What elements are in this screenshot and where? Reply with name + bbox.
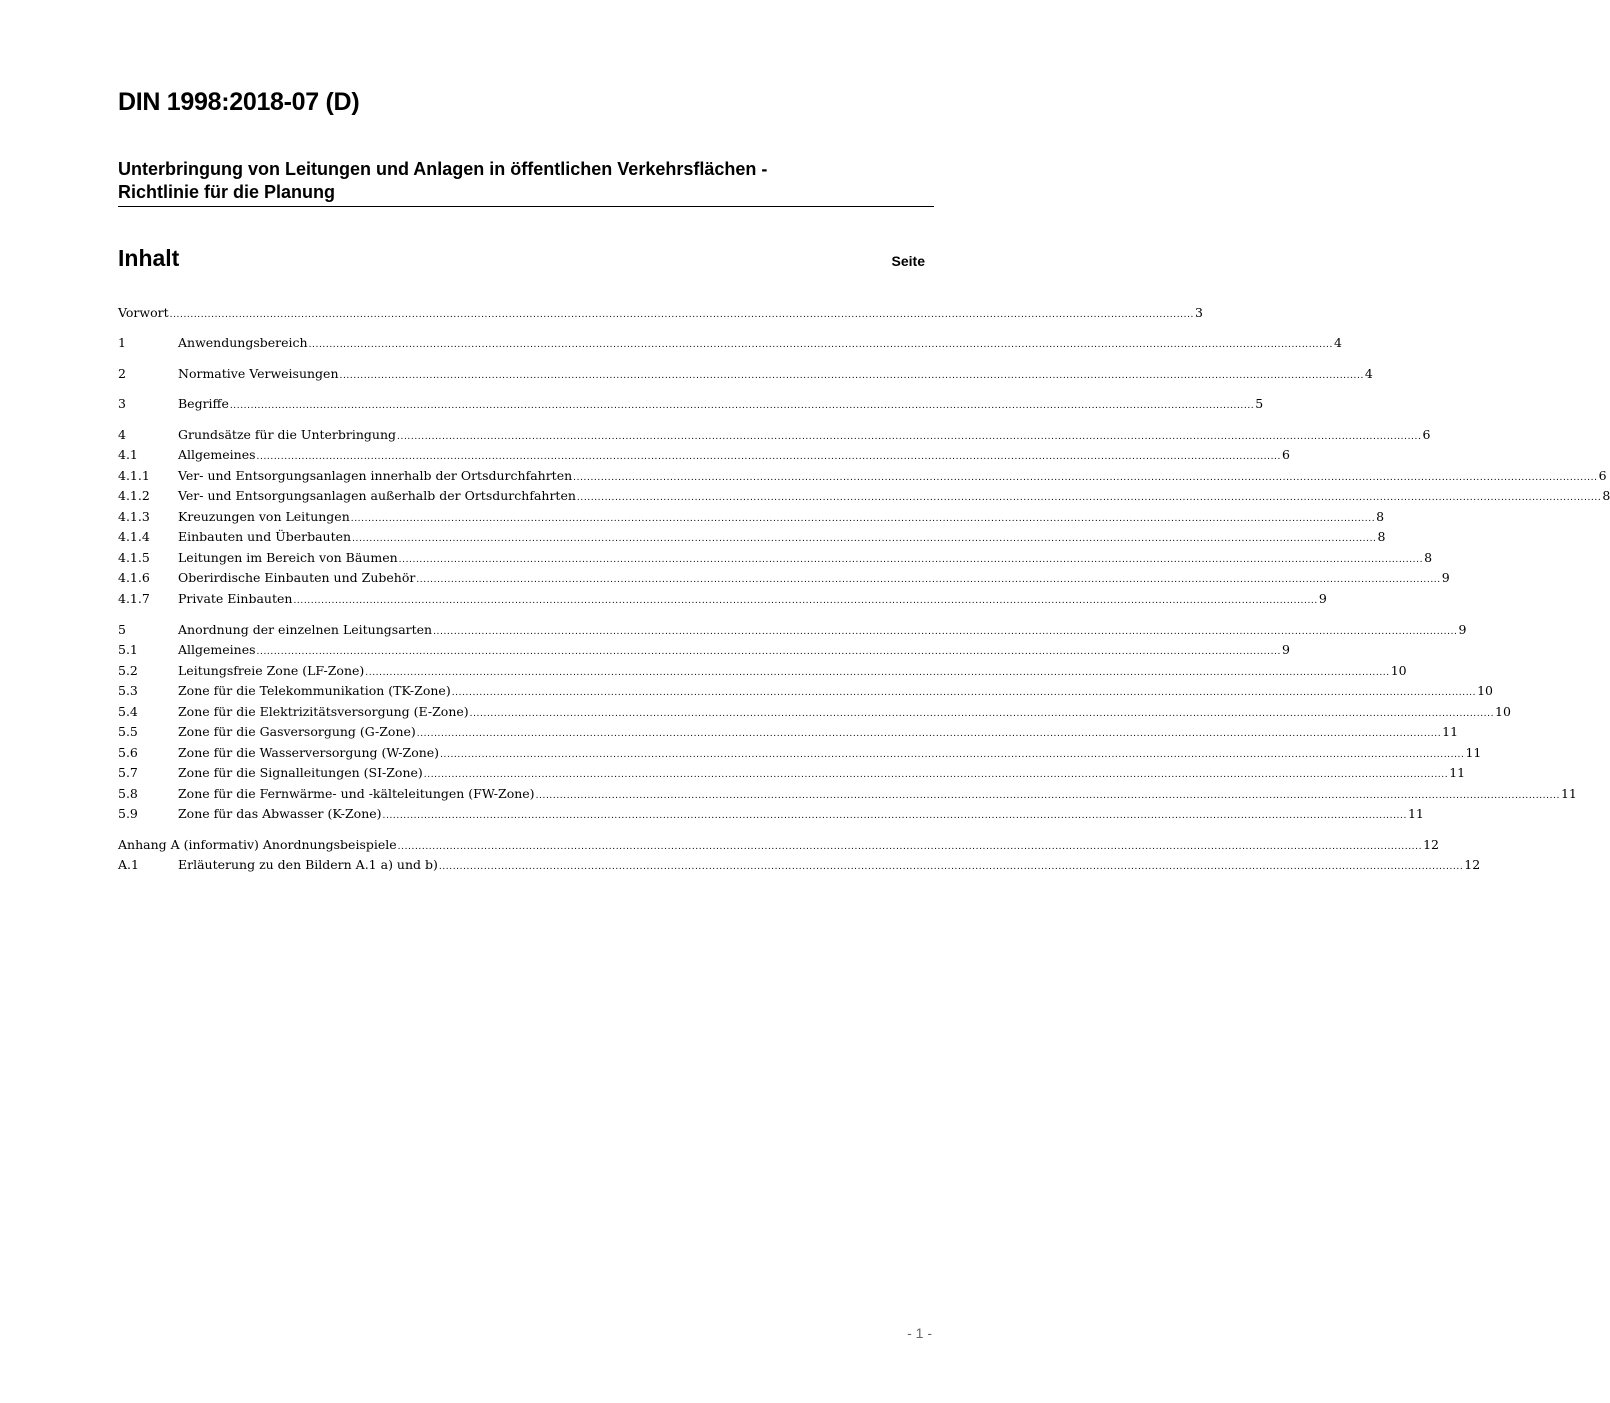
toc-entry-title: Leitungsfreie Zone (LF-Zone) [178,663,365,678]
document-id: DIN 1998:2018-07 (D) [118,88,360,116]
toc-entry-leader-dots [416,570,1440,590]
toc-entry-leader-dots [470,704,1494,724]
toc-entry-page: 4 [1333,335,1342,350]
toc-heading: Inhalt [118,245,180,271]
toc-entry-title: Allgemeines [178,447,256,462]
toc-entry-page: 10 [1390,663,1407,678]
toc-entry-leader-dots [170,305,1194,325]
toc-entry-number: 4.1.7 [118,591,150,606]
toc-entry-leader-dots [351,509,1375,529]
toc-entry-leader-dots [399,550,1423,570]
toc-entry-number: 5.6 [118,745,138,760]
toc-entry-leader-dots [577,488,1601,508]
toc-entry[interactable] [118,425,1431,445]
toc-entry[interactable] [118,804,1424,824]
toc-entry-page: 6 [1598,468,1607,483]
toc-entry[interactable] [118,763,1466,783]
toc-entry-leader-dots [293,591,1317,611]
toc-entry-number: 2 [118,366,126,381]
toc-entry-number: 5.4 [118,704,138,719]
toc-entry-leader-dots [230,396,1254,416]
toc-entry-page: 5 [1255,396,1264,411]
toc-entry-leader-dots [433,622,1457,642]
toc-entry-page: 11 [1407,806,1424,821]
document-title [118,158,934,207]
toc-entry[interactable] [118,702,1511,722]
toc-entry[interactable] [118,589,1327,609]
toc-entry-title: Private Einbauten [178,591,293,606]
toc-entry-page: 10 [1495,704,1511,719]
toc-entry-leader-dots [573,468,1597,488]
toc-entry-title: Oberirdische Einbauten und Zubehör [178,570,416,585]
toc-entry-number: 4.1.2 [118,488,150,503]
toc-entry[interactable] [118,855,1481,875]
toc-entry-page: 8 [1602,488,1610,503]
toc-entry-leader-dots [257,642,1281,662]
toc-entry-leader-dots [365,663,1389,683]
toc-entry[interactable] [118,681,1494,701]
toc-entry-number: 5.7 [118,765,138,780]
toc-entry[interactable] [118,527,1386,547]
toc-entry-number: 5.9 [118,806,138,821]
toc-entry-number: 4 [118,427,126,442]
toc-entry-leader-dots [352,529,1376,549]
toc-entry-page: 6 [1422,427,1431,442]
toc-entry-number: 4.1.4 [118,529,150,544]
toc-entry-title: Allgemeines [178,642,256,657]
toc-entry-leader-dots [424,765,1448,785]
toc-entry-leader-dots [340,366,1364,386]
toc-entry-number: 1 [118,335,126,350]
toc-entry-page: 12 [1464,857,1481,872]
toc-entry-title: Grundsätze für die Unterbringung [178,427,397,442]
document-title-line-1: Unterbringung von Leitungen und Anlagen in öffentlichen Verkehrsflächen - [118,159,768,179]
toc-entry-leader-dots [417,724,1441,744]
toc-entry[interactable] [118,620,1467,640]
toc-entry-title: Zone für die Signalleitungen (SI-Zone) [178,765,423,780]
toc-entry-number: A.1 [118,857,139,872]
toc-entry[interactable] [118,364,1373,384]
toc-entry-number: 4.1.1 [118,468,150,483]
toc-entry-number: 5.3 [118,683,138,698]
toc-entry-number: 4.1.5 [118,550,150,565]
toc-entry[interactable] [118,548,1433,568]
toc-entry-title: Zone für die Elektrizitätsversorgung (E-Zone) [178,704,469,719]
toc-entry[interactable] [118,640,1290,660]
toc-entry-title: Normative Verweisungen [178,366,339,381]
toc-entry-title: Begriffe [178,396,229,411]
toc-entry-number: 5 [118,622,126,637]
toc-entry-title: Anordnung der einzelnen Leitungsarten [178,622,433,637]
toc-entry-page: 8 [1376,509,1385,524]
toc-entry-leader-dots [536,786,1560,806]
toc-entry[interactable] [118,486,1610,506]
toc-entry-leader-dots [309,335,1333,355]
toc-entry[interactable] [118,835,1439,855]
toc-entry-page: 11 [1442,724,1459,739]
toc-entry-page: 8 [1377,529,1386,544]
toc-entry-page: 9 [1281,642,1290,657]
toc-page-heading: Seite [891,253,925,269]
toc-entry-title: Leitungen im Bereich von Bäumen [178,550,398,565]
toc-entry-number: 4.1.3 [118,509,150,524]
toc-entry[interactable] [118,568,1450,588]
toc-entry[interactable] [118,466,1607,486]
toc-entry-title: Einbauten und Überbauten [178,529,352,544]
toc-entry-number: 3 [118,396,126,411]
toc-entry-page: 6 [1281,447,1290,462]
toc-entry-title: Zone für die Fernwärme- und -kälteleitungen (FW-Zone) [178,786,535,801]
toc-entry-leader-dots [398,837,1422,857]
document-title-line-2: Richtlinie für die Planung [118,182,336,202]
toc-entry-page: 11 [1449,765,1466,780]
toc-entry-number: 5.1 [118,642,138,657]
toc-entry-number: 5.2 [118,663,138,678]
toc-entry-number: 4.1 [118,447,138,462]
toc-entry[interactable] [118,722,1459,742]
toc-entry[interactable] [118,303,1203,323]
page-number: - 1 - [907,1325,932,1341]
toc-entry-number: 5.5 [118,724,138,739]
toc-entry-title: Erläuterung zu den Bildern A.1 a) und b) [178,857,438,872]
toc-entry-page: 11 [1465,745,1482,760]
toc-entry-leader-dots [440,745,1464,765]
toc-entry-title: Kreuzungen von Leitungen [178,509,350,524]
toc-entry-page: 10 [1477,683,1494,698]
toc-entry-title: Zone für die Gasversorgung (G-Zone) [178,724,416,739]
toc-entry-leader-dots [397,427,1421,447]
toc-entry[interactable] [118,784,1577,804]
toc-entry-page: 12 [1423,837,1439,852]
toc-entry[interactable] [118,507,1385,527]
toc-entry-page: 4 [1364,366,1373,381]
toc-entry-title: Zone für die Wasserversorgung (W-Zone) [178,745,440,760]
toc-entry-page: 8 [1424,550,1433,565]
toc-entry[interactable] [118,333,1342,353]
toc-entry-leader-dots [439,857,1463,877]
toc-entry-leader-dots [452,683,1476,703]
toc-entry-number: Vorwort [118,305,169,320]
toc-entry-page: 3 [1195,305,1203,320]
toc-entry[interactable] [118,394,1264,414]
toc-entry-leader-dots [257,447,1281,467]
toc-entry-title: Ver- und Entsorgungsanlagen außerhalb der Ortsdurchfahrten [178,488,576,503]
toc-entry-title: Ver- und Entsorgungsanlagen innerhalb der Ortsdurchfahrten [178,468,573,483]
toc-entry-page: 9 [1441,570,1450,585]
toc-entry[interactable] [118,743,1482,763]
toc-entry[interactable] [118,661,1407,681]
toc-entry-title: Anwendungsbereich [178,335,308,350]
toc-entry-number: Anhang A (informativ) Anordnungsbeispiele [118,837,397,852]
toc-entry-page: 11 [1560,786,1577,801]
toc-entry[interactable] [118,445,1290,465]
toc-entry-number: 5.8 [118,786,138,801]
toc-entry-title: Zone für das Abwasser (K-Zone) [178,806,382,821]
toc-entry-title: Zone für die Telekommunikation (TK-Zone) [178,683,451,698]
toc-entry-page: 9 [1318,591,1327,606]
toc-entry-leader-dots [383,806,1407,826]
toc-entry-number: 4.1.6 [118,570,150,585]
toc-entry-page: 9 [1458,622,1467,637]
